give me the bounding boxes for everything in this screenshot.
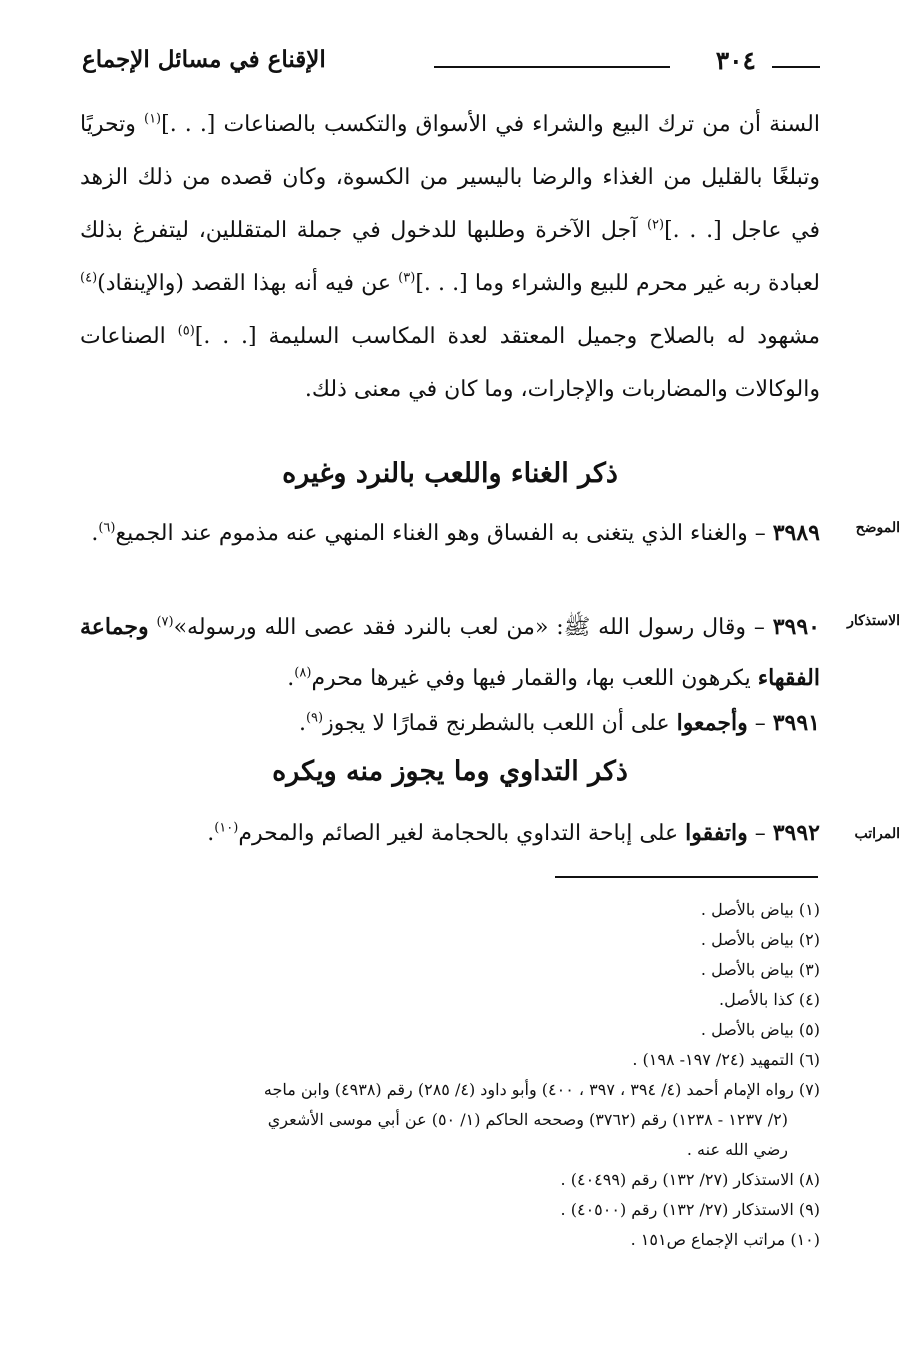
entry-number: ٣٩٩١	[772, 710, 820, 736]
footnote-ref: (٥)	[177, 323, 195, 339]
source-label: الموضح	[855, 520, 900, 536]
footnote-ref: (١)	[143, 111, 162, 127]
footnote: (٢) بياض بالأصل .	[700, 930, 820, 949]
footnote: (٣) بياض بالأصل .	[700, 960, 820, 979]
footnotes	[80, 895, 820, 1255]
entry-dash: –	[747, 821, 773, 846]
bold-phrase: وجماعة الفقهاء	[80, 614, 820, 691]
entry-end: .	[298, 711, 306, 736]
source-label: الاستذكار	[847, 613, 900, 629]
entry-text: على إباحة التداوي بالحجامة لغير الصائم والمحرم	[238, 821, 686, 846]
page-number: ٣٠٤	[715, 46, 756, 75]
footnote-continuation: رضي الله عنه .	[686, 1140, 788, 1159]
entry-3992	[80, 808, 820, 859]
intro-text: وتحريًا وتبلغًا بالقليل من الغذاء والرضا باليسير من الكسوة، وكان قصده من ذلك الزهد في عاجل [. . .]	[80, 112, 821, 243]
footnote-ref: (٦)	[98, 520, 116, 536]
footnote-ref: (١٠)	[214, 820, 239, 836]
section-heading: ذكر الغناء واللعب بالنرد وغيره	[282, 458, 618, 489]
entry-end: .	[207, 821, 215, 846]
entry-text: على أن اللعب بالشطرنج قمارًا لا يجوز	[323, 711, 677, 736]
entry-text: – والغناء الذي يتغنى به الفساق وهو الغناء المنهي عنه مذموم عند الجميع	[115, 521, 773, 546]
entry-text: يكرهون اللعب بها، والقمار فيها وفي غيرها محرم	[311, 666, 758, 691]
intro-text: آجل الآخرة وطلبها للدخول في جملة المتقللين، ليتفرغ بذلك لعبادة ربه غير محرم للبيع والشراء وما [. . .]	[80, 218, 820, 296]
footnote-ref: (٢)	[646, 217, 665, 233]
footnote-ref: (٨)	[294, 665, 312, 681]
footnote-ref: (٩)	[305, 710, 324, 726]
footnote-ref: (٧)	[156, 614, 174, 630]
entry-number: ٣٩٩٠	[772, 614, 820, 640]
entry-end: .	[91, 521, 99, 546]
footnote: (٨) الاستذكار (٢٧/ ١٣٢) رقم (٤٠٤٩٩) .	[560, 1170, 820, 1189]
footnote: (١٠) مراتب الإجماع ص١٥١ .	[630, 1230, 820, 1249]
footnote: (٧) رواه الإمام أحمد (٤/ ٣٩٤ ، ٣٩٧ ، ٤٠٠) وأبو داود (٤/ ٢٨٥) رقم (٤٩٣٨) وابن ماجه	[263, 1080, 820, 1099]
source-label: المراتب	[854, 826, 900, 842]
entry-3990	[80, 602, 820, 704]
footnote: (٤) كذا بالأصل.	[719, 990, 820, 1009]
entry-3989	[80, 508, 820, 559]
footnote-ref: (٤)	[80, 270, 98, 286]
bold-phrase: واتفقوا	[685, 820, 748, 846]
bold-phrase: وأجمعوا	[676, 710, 748, 736]
intro-paragraph	[80, 98, 820, 416]
book-title: الإقناع في مسائل الإجماع	[82, 46, 326, 73]
entry-number: ٣٩٨٩	[772, 520, 820, 546]
header-rule-middle	[434, 66, 670, 68]
footnote: (٩) الاستذكار (٢٧/ ١٣٢) رقم (٤٠٥٠٠) .	[560, 1200, 820, 1219]
footnote: (٥) بياض بالأصل .	[700, 1020, 820, 1039]
footnote-continuation: (٢/ ١٢٣٧ - ١٢٣٨) رقم (٣٧٦٢) وصححه الحاكم (١/ ٥٠) عن أبي موسى الأشعري	[267, 1110, 788, 1129]
entry-end: .	[287, 666, 295, 691]
section-heading: ذكر التداوي وما يجوز منه ويكره	[272, 756, 628, 787]
footnote-ref: (٣)	[398, 270, 416, 286]
entry-dash: –	[747, 711, 773, 736]
intro-text: الصناعات والوكالات والمضاربات والإجارات، وما كان في معنى ذلك.	[80, 324, 820, 402]
header-rule-right	[772, 66, 820, 68]
entry-text: – وقال رسول الله ﷺ: «من لعب بالنرد فقد عصى الله ورسوله»	[173, 615, 773, 640]
footnote: (١) بياض بالأصل .	[700, 900, 820, 919]
footnote: (٦) التمهيد (٢٤/ ١٩٧- ١٩٨) .	[632, 1050, 820, 1069]
entry-3991	[80, 698, 820, 749]
running-header	[82, 44, 820, 84]
intro-text: مشهود له بالصلاح وجميل المعتقد لعدة المكاسب السليمة [. . .]	[194, 324, 820, 349]
intro-text: عن فيه أنه بهذا القصد (والإينقاد)	[97, 271, 399, 296]
intro-text: السنة أن من ترك البيع والشراء في الأسواق والتكسب بالصناعات [. . .]	[161, 112, 820, 137]
entry-number: ٣٩٩٢	[772, 820, 820, 846]
footnote-separator	[555, 876, 818, 878]
